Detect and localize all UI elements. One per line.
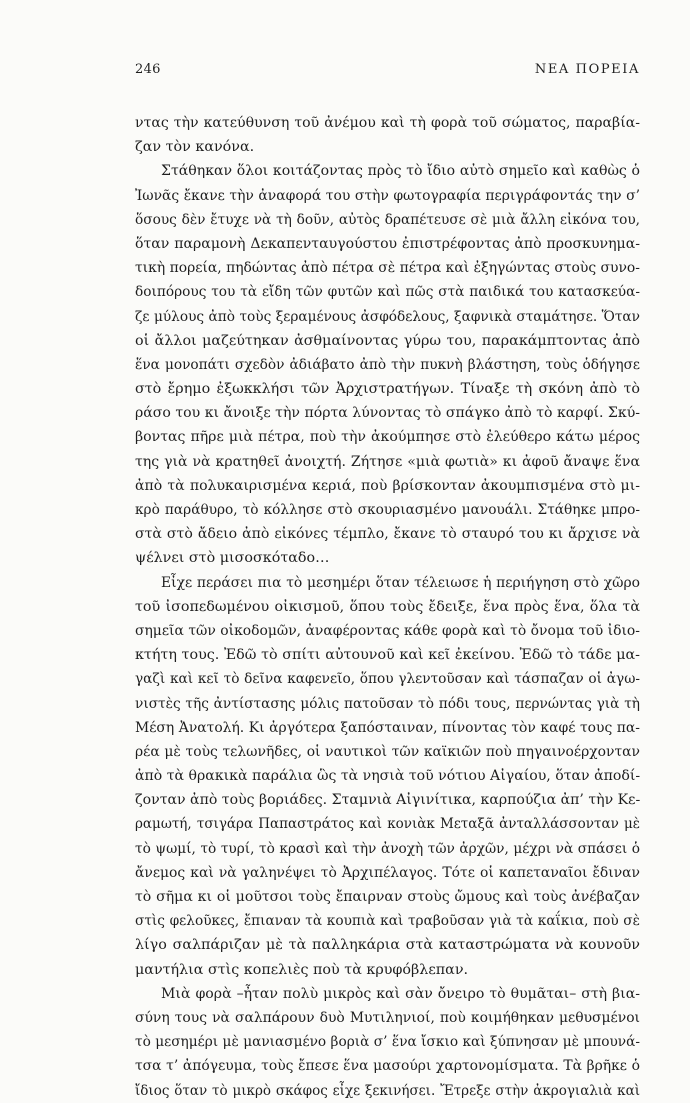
text-line: ἀπὸ τὰ πολυκαιρισμένα κεριά, ποὺ βρίσκονταν ἀκουμπισμένα στὸ μι- (135, 477, 640, 494)
text-line: βοντας πῆρε μιὰ πέτρα, ποὺ τὴν ἀκούμπησε στὸ ἐλεύθερο κάτω μέρος (135, 429, 640, 446)
text-line: κτήτη τους. Ἐδῶ τὸ σπίτι αὐτουνοῦ καὶ κεῖ ἐκείνου. Ἐδῶ τὸ τάδε μα- (135, 647, 640, 664)
text-line: δοιπόρους του τὰ εἴδη τῶν φυτῶν καὶ πῶς στὰ παιδικά του κατασκεύα- (135, 284, 640, 301)
text-line: ὅταν παραμονὴ Δεκαπενταυγούστου ἐπιστρέφοντας ἀπὸ προσκυνημα- (135, 235, 640, 252)
text-line: μαντήλια στὶς κοπελιὲς ποὺ τὰ κρυφόβλεπαν. (135, 961, 469, 978)
text-line: στὸ ἔρημο ἐξωκκλήσι τῶν Ἀρχιστρατήγων. Τίναξε τὴ σκόνη ἀπὸ τὸ (135, 381, 640, 398)
text-line: Μέση Ἀνατολή. Κι ἀργότερα ξαπόσταιναν, πίνοντας τὸν καφέ τους πα- (135, 719, 640, 736)
text-line: ντας τὴν κατεύθυνση τοῦ ἀνέμου καὶ τὴ φορὰ τοῦ σώματος, παραβία- (135, 115, 640, 131)
text-line: κρὸ παράθυρο, τὸ κόλλησε στὸ σκουριασμένο μανουάλι. Στάθηκε μπρο- (135, 502, 640, 518)
text-line: ζε μύλους ἀπὸ τοὺς ξεραμένους ἀσφόδελους, ξαφνικὰ σταμάτησε. Ὅταν (135, 308, 640, 325)
text-line: σημεῖα τῶν οἰκοδομῶν, ἀναφέροντας κάθε φορὰ καὶ τὸ ὄνομα τοῦ ἰδιο- (135, 622, 640, 639)
text-line: νιστὲς τῆς ἀντίστασης μόλις πατοῦσαν τὸ πόδι τους, περνώντας γιὰ τὴ (135, 695, 640, 712)
text-line: ἴδιος ὅταν τὸ μικρὸ σκάφος εἶχε ξεκινήσει. Ἔτρεξε στὴν ἀκρογιαλιὰ καὶ (135, 1082, 640, 1099)
text-line: Ἰωνᾶς ἔκανε τὴν ἀναφορά του στὴν φωτογραφία περιγράφοντάς την σ’ (135, 187, 640, 204)
text-line: τσα τ’ ἀπόγευμα, τοὺς ἔπεσε ἕνα μασούρι χαρτονομίσματα. Τὰ βρῆκε ὁ (135, 1058, 640, 1075)
text-line: σύνη τους νὰ σαλπάρουν δυὸ Μυτιληνιοί, ποὺ κοιμήθηκαν μεθυσμένοι (135, 1009, 640, 1026)
text-line: της γιὰ νὰ κρατηθεῖ ἀνοιχτή. Ζήτησε «μιὰ φωτιὰ» κι ἀφοῦ ἄναψε ἕνα (135, 453, 640, 470)
text-line: τὸ μεσημέρι μὲ μανιασμένο βοριὰ σ’ ἕνα ἴσκιο καὶ ξύπνησαν μὲ μπουνά- (135, 1034, 640, 1051)
text-line: οἱ ἄλλοι μαζεύτηκαν ἀσθμαίνοντας γύρω του, παρακάμπτοντας ἀπὸ (135, 332, 640, 349)
text-line: λίγο σαλπάριζαν μὲ τὰ παλληκάρια στὰ καταστρώματα νὰ κουνοῦν (135, 937, 640, 954)
text-line: ψέλνει στὸ μισοσκόταδο… (135, 550, 330, 567)
text-line: ὅσους δὲν ἔτυχε νὰ τὴ δοῦν, αὐτὸς δραπέτευσε σὲ μιὰ ἄλλη εἰκόνα του, (135, 211, 640, 228)
page-number: 246 (135, 62, 161, 77)
text-line: ἀπὸ τὰ θρακικὰ παράλια ὣς τὰ νησιὰ τοῦ νότιου Αἰγαίου, ὅταν ἀποδί- (135, 768, 641, 785)
text-line: στὰ στὸ ἄδειο ἀπὸ εἰκόνες τέμπλο, ἔκανε τὸ σταυρό του κι ἄρχισε νὰ (135, 526, 640, 543)
text-line: ζαν τὸν κανόνα. (135, 139, 255, 156)
text-line: ζονταν ἀπὸ τοὺς βοριάδες. Σταμνιὰ Αἰγινίτικα, καρπούζια ἀπ’ τὴν Κε- (135, 792, 641, 809)
text-line: Εἶχε περάσει πια τὸ μεσημέρι ὅταν τέλειωσε ἡ περιήγηση στὸ χῶρο (161, 574, 640, 591)
text-line: Στάθηκαν ὅλοι κοιτάζοντας πρὸς τὸ ἴδιο αὐτὸ σημεῖο καὶ καθὼς ὁ (161, 163, 640, 180)
text-line: στὶς φελοῦκες, ἔπιαναν τὰ κουπιὰ καὶ τραβοῦσαν γιὰ τὰ καΐκια, ποὺ σὲ (135, 913, 640, 930)
text-line: ράσο του κι ἄνοιξε τὴν πόρτα λύνοντας τὸ σπάγκο ἀπὸ τὸ καρφί. Σκύ- (135, 405, 641, 422)
text-line: ραμωτή, τσιγάρα Παπαστράτος καὶ κονιὰκ Μεταξᾶ ἀνταλλάσσονταν μὲ (135, 816, 640, 833)
text-line: ρέα μὲ τοὺς τελωνῆδες, οἱ ναυτικοὶ τῶν καϊκιῶν ποὺ πηγαινοέρχονταν (135, 743, 640, 760)
text-line: ἄνεμος καὶ νὰ γαληνέψει τὸ Ἀρχιπέλαγος. Τότε οἱ καπεταναῖοι ἔδιναν (135, 864, 640, 881)
text-line: τὸ σῆμα κι οἱ μοῦτσοι τοὺς ἔπαιρναν στοὺς ὤμους καὶ τοὺς ἀνέβαζαν (135, 889, 640, 905)
running-head (135, 62, 640, 84)
text-line: τικὴ πορεία, πηδώντας ἀπὸ πέτρα σὲ πέτρα καὶ ἐξηγώντας στοὺς συνο- (135, 260, 640, 277)
text-line: ἕνα μονοπάτι σχεδὸν ἀδιάβατο ἀπὸ τὴν πυκνὴ βλάστηση, τοὺς ὁδήγησε (135, 356, 640, 373)
text-line: τοῦ ἰσοπεδωμένου οἰκισμοῦ, ὅπου τοὺς ἔδειξε, ἕνα πρὸς ἕνα, ὅλα τὰ (135, 598, 640, 615)
text-line: γαζὶ καὶ κεῖ τὸ δεῖνα καφενεῖο, ὅπου γλεντοῦσαν καὶ τάσπαζαν οἱ ἀγω- (135, 671, 640, 688)
body-text (135, 111, 640, 1103)
text-line: Μιὰ φορὰ –ἦταν πολὺ μικρὸς καὶ σὰν ὄνειρο τὸ θυμᾶται– στὴ βια- (161, 985, 640, 1002)
running-title: ΝΕΑ ΠΟΡΕΙΑ (534, 62, 640, 77)
text-line: τὸ ψωμί, τὸ τυρί, τὸ κρασὶ καὶ τὴν ἀνοχὴ τῶν ἀρχῶν, μέχρι νὰ σπάσει ὁ (135, 840, 640, 857)
